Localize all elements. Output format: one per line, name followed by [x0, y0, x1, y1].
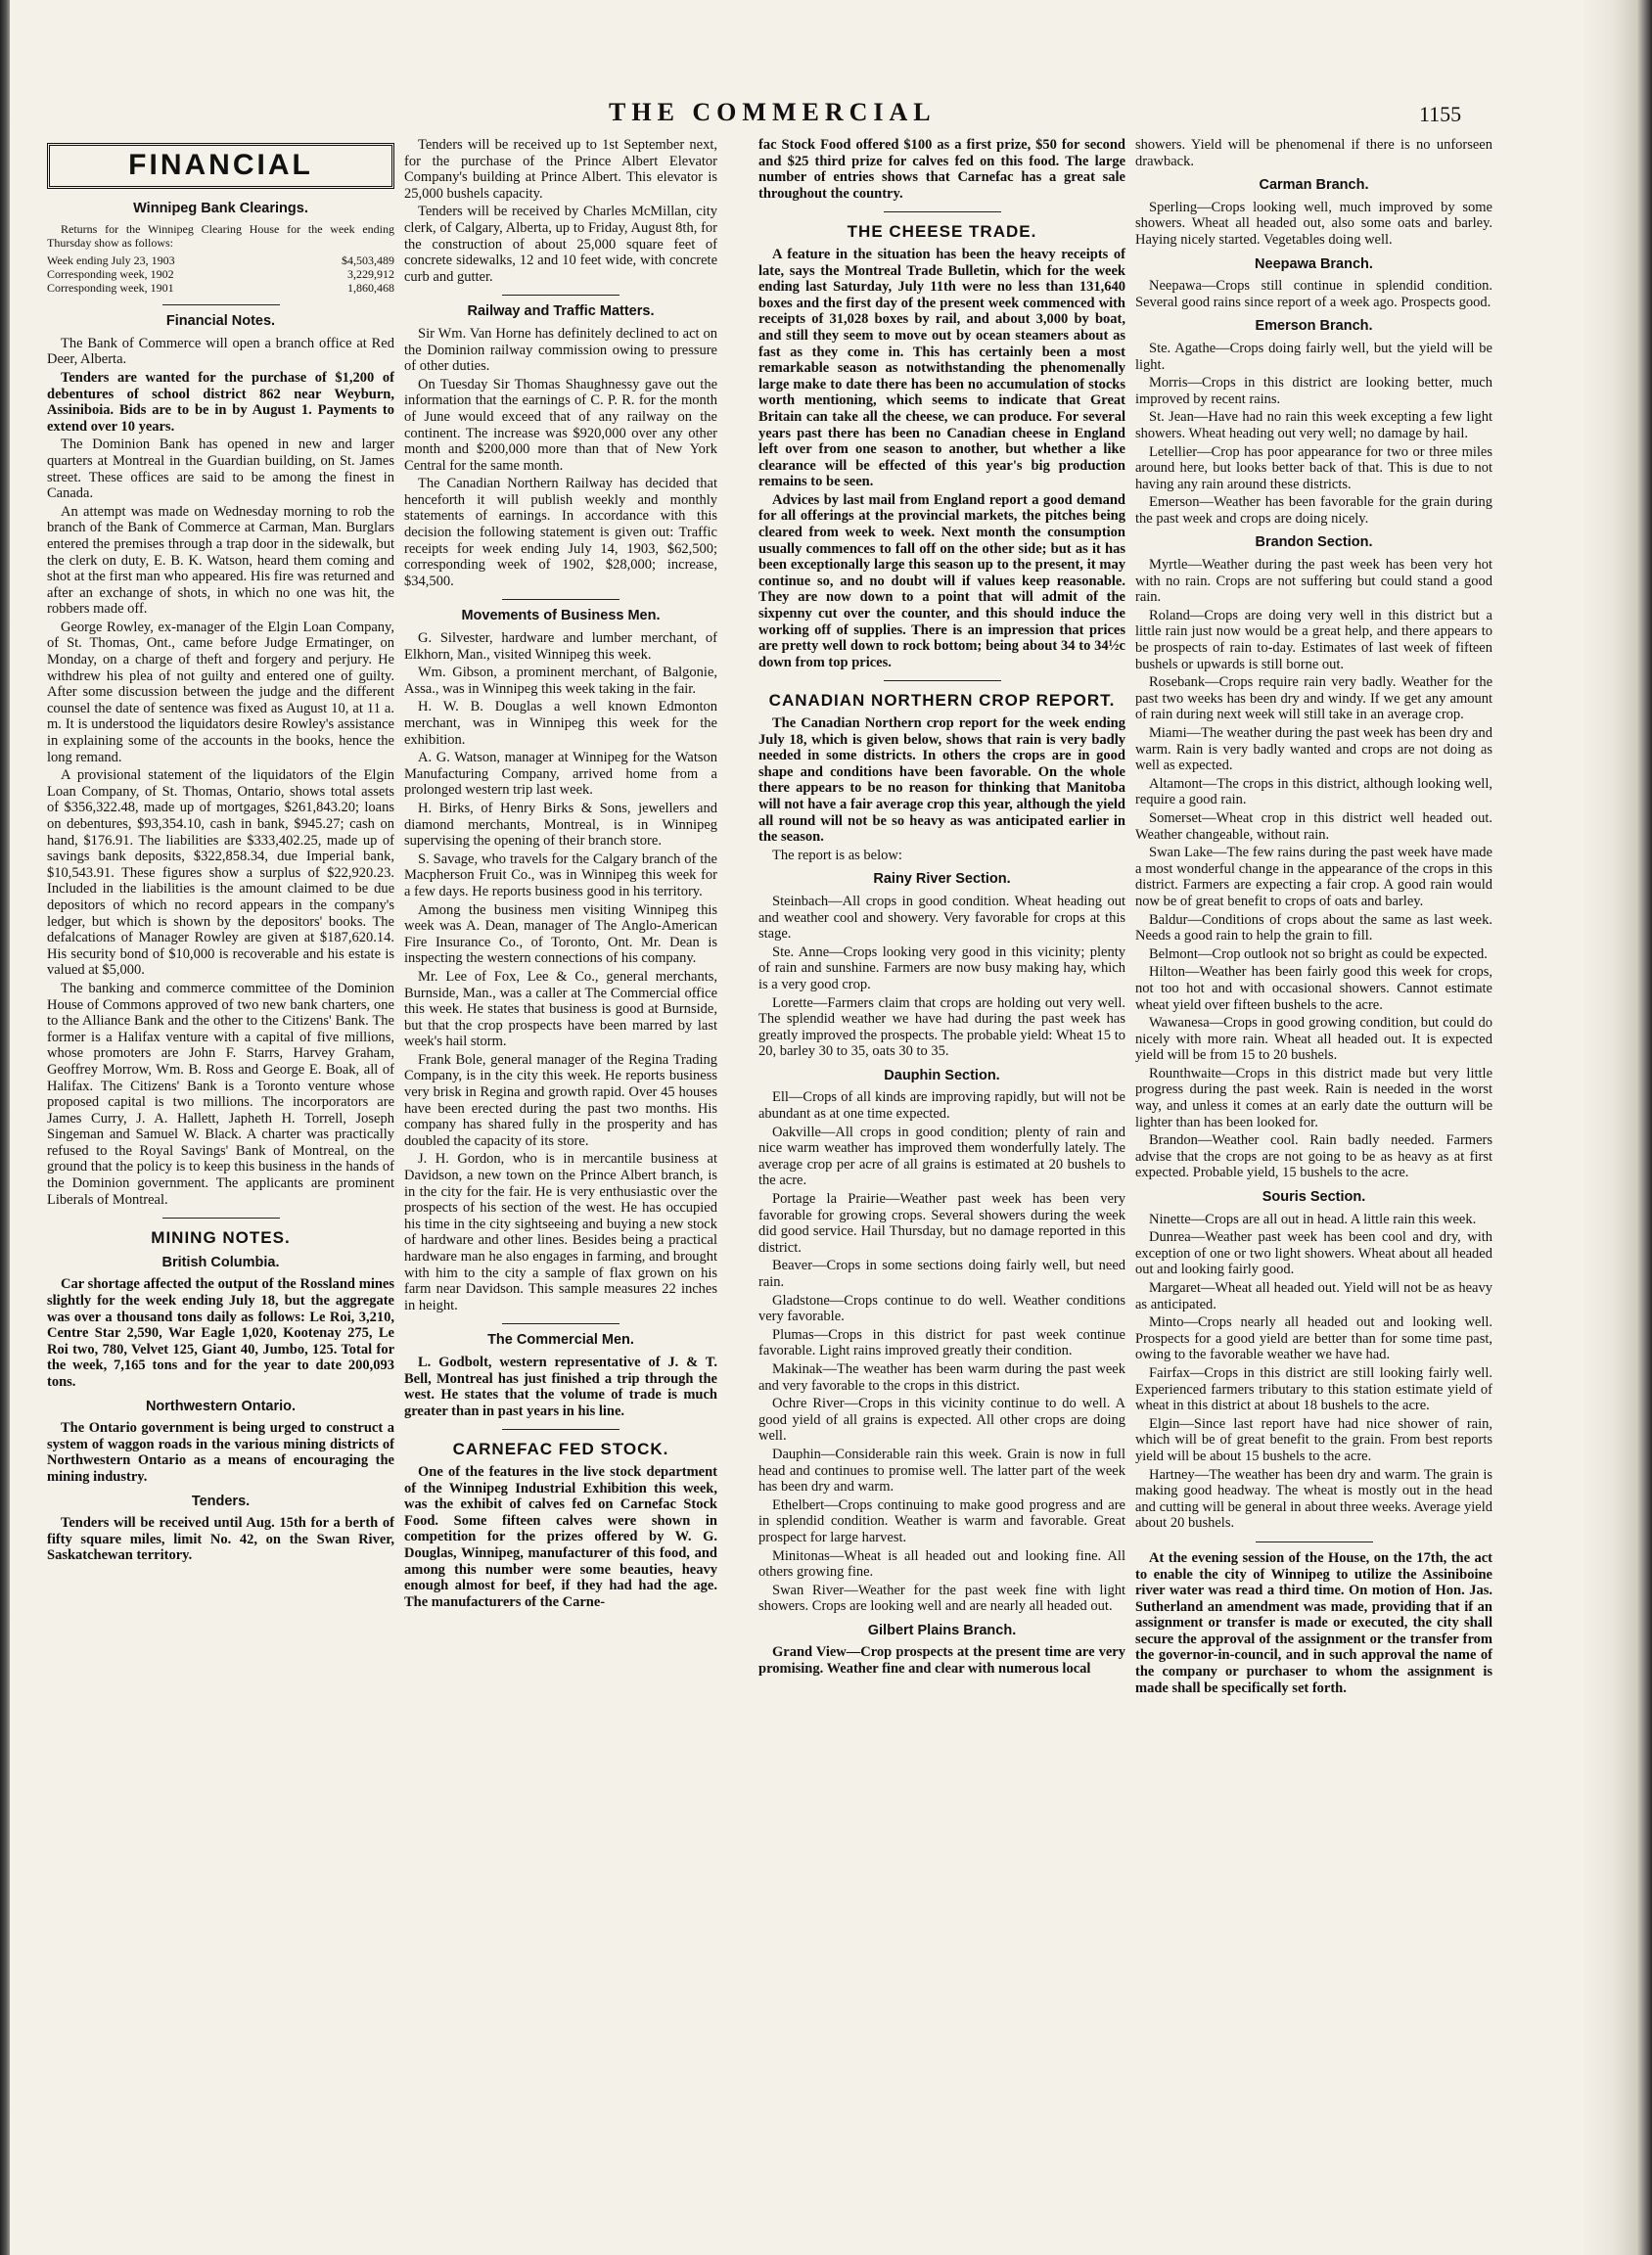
divider [884, 211, 1001, 212]
heading-gilbert-plains: Gilbert Plains Branch. [867, 1622, 1017, 1638]
heading-brandon: Brandon Section. [1255, 534, 1373, 551]
divider [162, 304, 280, 305]
paragraph: Hilton—Weather has been fairly good this week for crops, not too hot and with occasional showers. Cannot estimate wheat yield over fifteen bushels to the acre. [1135, 964, 1492, 1013]
paragraph: Swan Lake—The few rains during the past week have made a most wonderful change in the appearance of the crops in this district. Farmers are expecting a fair crop. A good rain would now be of great benefit to crops of oats and barley. [1135, 845, 1492, 909]
paragraph: Grand View—Crop prospects at the present time are very promising. Weather fine and clear with numerous local [758, 1644, 1125, 1678]
paragraph: H. W. B. Douglas a well known Edmonton merchant, was in Winnipeg this week for the exhibition. [404, 699, 717, 748]
paragraph: Baldur—Conditions of crops about the same as last week. Needs a good rain to help the grain to fill. [1135, 911, 1492, 944]
paragraph: Among the business men visiting Winnipeg this week was A. Dean, manager of The Anglo-American Fire Insurance Co., of Toronto, Ont. Mr. Dean is inspecting the western connections of his company. [404, 901, 717, 967]
heading-northwestern-ontario: Northwestern Ontario. [145, 1398, 297, 1414]
heading-movements-business-men: Movements of Business Men. [461, 608, 661, 624]
paragraph: J. H. Gordon, who is in mercantile business at Davidson, a new town on the Prince Albert branch, is in the city for the fair. He is very enthusiastic over the prospects of his section of the west. He has occupied his time in the city sightseeing and buying a new stock of hardware and other lines. Besides being a practical hardware man he also engages in farming, and brought with him to the city a sample of flax grown on his farm near Davidson. This sample measures 22 inches in height. [404, 1151, 717, 1313]
paragraph: Margaret—Wheat all headed out. Yield will not be as heavy as anticipated. [1135, 1280, 1492, 1312]
heading-carman: Carman Branch. [1259, 177, 1369, 194]
paragraph: Tenders are wanted for the purchase of $1,200 of debentures of school district 862 near Weyburn, Assiniboia. Bids are to be in by August 1. Payments to extend over 10 years. [47, 369, 394, 435]
bank-intro: Returns for the Winnipeg Clearing House for the week ending Thursday show as follows: [47, 222, 394, 251]
paragraph: Hartney—The weather has been dry and warm. The grain is making good headway. The wheat is mostly out in the head and cutting will be general in about three weeks. Average yield about 20 bushels. [1135, 1466, 1492, 1532]
paragraph: Portage la Prairie—Weather past week has been very favorable for growing crops. Several showers during the week did good service. Hail Thursday, but no damage reported in this district. [758, 1191, 1125, 1256]
clearings-row: Corresponding week, 1902 3,229,912 [47, 267, 394, 282]
heading-mining-notes: MINING NOTES. [151, 1228, 291, 1248]
paragraph: Brandon—Weather cool. Rain badly needed. Farmers advise that the crops are not going to be as heavy as at first expected. Probable yield, 15 bushels to the acre. [1135, 1132, 1492, 1181]
heading-british-columbia: British Columbia. [161, 1254, 280, 1270]
paragraph: Rounthwaite—Crops in this district made but very little progress during the past week. Rain is needed in the worst way, and unless it comes at an early date the outturn will be lighter than has been looked for. [1135, 1065, 1492, 1130]
paragraph: At the evening session of the House, on the 17th, the act to enable the city of Winnipeg to utilize the Assiniboine river water was read a third time. On motion of Hon. Jas. Sutherland an amendment was made, providing that if an assignment or transfer is made or executed, the city shall secure the approval of the assignment or the transfer from the governor-in-council, and in such approval the name of the company or purchaser to whom the assignment is made shall be specifically set forth. [1135, 1549, 1492, 1696]
paragraph: Lorette—Farmers claim that crops are holding out very well. The splendid weather we have had during the past week has greatly improved the prospects. The probable yield: Wheat 15 to 20, barley 30 to 35, oats 30 to 35. [758, 994, 1125, 1060]
paragraph: L. Godbolt, western representative of J. & T. Bell, Montreal has just finished a trip through the west. He states that the volume of trade is much greater than in past years in his line. [404, 1354, 717, 1419]
heading-neepawa: Neepawa Branch. [1255, 255, 1373, 272]
paragraph: On Tuesday Sir Thomas Shaughnessy gave out the information that the earnings of C. P. R. for the month of June would exceed that of any railway on the continent. The increase was $920,000 over any other month and $200,000 more than that of New York Central for the same month. [404, 376, 717, 474]
paragraph: Tenders will be received up to 1st September next, for the purchase of the Prince Albert Elevator Company's building at Prince Albert. This elevator is 25,000 bushels capacity. [404, 137, 717, 202]
paragraph: Neepawa—Crops still continue in splendid condition. Several good rains since report of a week ago. Prospects good. [1135, 278, 1492, 310]
page-number: 1155 [1419, 102, 1462, 126]
paragraph: Minitonas—Wheat is all headed out and looking fine. All others growing fine. [758, 1547, 1125, 1581]
paragraph: S. Savage, who travels for the Calgary branch of the Macpherson Fruit Co., was in Winnipeg this week for a few days. He reports business good in his territory. [404, 851, 717, 899]
paragraph: fac Stock Food offered $100 as a first prize, $50 for second and $25 third prize for calves fed on this food. The large number of entries shows that Carnefac has a great sale throughout the country. [758, 137, 1125, 202]
masthead [10, 98, 1583, 137]
clearings-row: Week ending July 23, 1903 $4,503,489 [47, 253, 394, 268]
paragraph: An attempt was made on Wednesday morning to rob the branch of the Bank of Commerce at Carman, Man. Burglars entered the premises through a trap door in the sidewalk, but the clerk on duty, E. B. K. Watson, heard them coming and shot at the first man who appeared. His fire was returned and after an exchange of shots, in which no one was hit, the robbers made off. [47, 503, 394, 618]
clearings-table [47, 253, 394, 295]
paragraph: Advices by last mail from England report a good demand for all offerings at the provincial markets, the pitches being cleared from week to week. Next month the consumption usually commences to fall off on the other side; but as it has been exceptionally large this season up to the present, it may continue so, and no doubt will if values keep reasonable. They are now down to a point that will admit of the sixpenny cut over the counter, and this should induce the working off of supplies. There is an impression that prices are pretty well down to rock bottom; being about 34 to 34½c down from top prices. [758, 491, 1125, 670]
paragraph: The banking and commerce committee of the Dominion House of Commons approved of two new bank charters, one to the Alliance Bank and the other to the Citizens' Bank. The former is a Halifax venture with a capital of five millions, whose promoters are John F. Starrs, Harvey Graham, Geoffrey Morrow, Wm. B. Ross and George E. Boak, all of Halifax. The Citizens' Bank is a Toronto venture whose proposed capital is two millions. The incorporators are James Curry, J. A. Hallett, Japheth H. Torrell, Joseph Singeman and Samuel W. Black. A charter was practically refused to the Royal Savings' Bank of Montreal, on the ground that the policy is to keep this business in the hands of the Dominion government. The applicants are prominent Liberals of Montreal. [47, 980, 394, 1208]
paragraph: G. Silvester, hardware and lumber merchant, of Elkhorn, Man., visited Winnipeg this week. [404, 630, 717, 663]
heading-rainy-river: Rainy River Section. [873, 871, 1011, 888]
paragraph: Ochre River—Crops in this vicinity continue to do well. A good yield of all grains is expected. All other crops are doing well. [758, 1396, 1125, 1445]
heading-cheese-trade: THE CHEESE TRADE. [847, 222, 1037, 242]
paragraph: Emerson—Weather has been favorable for the grain during the past week and crops are doing nicely. [1135, 494, 1492, 527]
column-2 [404, 137, 717, 1612]
paragraph: Rosebank—Crops require rain very badly. Weather for the past two weeks has been dry and windy. If we get any amount of rain during next week will still take in an average crop. [1135, 674, 1492, 723]
heading-tenders: Tenders. [191, 1493, 251, 1509]
paragraph: Sir Wm. Van Horne has definitely declined to act on the Dominion railway commission owing to pressure of other duties. [404, 325, 717, 375]
book-gutter [1583, 0, 1652, 2255]
paragraph: Dunrea—Weather past week has been cool and dry, with exception of one or two light showers. Wheat about all headed out and looking fairly good. [1135, 1229, 1492, 1278]
paragraph: A. G. Watson, manager at Winnipeg for the Watson Manufacturing Company, arrived home from a prolonged western trip last week. [404, 750, 717, 799]
heading-railway-traffic: Railway and Traffic Matters. [467, 303, 655, 320]
paragraph: Beaver—Crops in some sections doing fairly well, but need rain. [758, 1258, 1125, 1290]
paragraph: Ninette—Crops are all out in head. A little rain this week. [1149, 1211, 1477, 1227]
paragraph: A feature in the situation has been the heavy receipts of late, says the Montreal Trade Bulletin, which for the week ending last Saturday, July 11th were no less than 131,640 boxes and the first day of the present week commenced with receipts of 31,028 boxes by rail, and about 3,000 by boat, and still they seem to move out by ocean steamers about as fast as they come in. This has certainly been a most remarkable season as notwithstanding the phenomenally large make to date there has been no accumulation of stocks worth mentioning, which seems to indicate that Great Britain can take all the cheese, we can produce. For several years past there has been no Canadian cheese in England left over from one season to another, but whether a like clearance will be effected of this year's big production remains to be seen. [758, 246, 1125, 490]
column-3 [758, 137, 1125, 1680]
heading-souris: Souris Section. [1262, 1189, 1366, 1206]
paragraph: Ethelbert—Crops continuing to make good progress and are in splendid condition. Weather is warm and favorable. Great prospect for large harvest. [758, 1496, 1125, 1545]
paragraph: Tenders will be received by Charles McMillan, city clerk, of Calgary, Alberta, up to Friday, August 8th, for the construction of about 25,000 square feet of concrete sidewalks, 12 and 10 feet wide, with concrete curb and gutter. [404, 204, 717, 285]
divider [502, 295, 620, 296]
paragraph: St. Jean—Have had no rain this week excepting a few light showers. Wheat heading out very well; no damage by hail. [1135, 409, 1492, 441]
paragraph: Car shortage affected the output of the Rossland mines slightly for the week ending July 18, but the aggregate was over a thousand tons daily as follows: Le Roi, 3,210, Centre Star 2,590, War Eagle 1,020, Kootenay 275, Le Roi two, 780, Velvet 125, Giant 40, Jumbo, 125. Total for the week, 7,165 tons and for the year to date 200,093 tons. [47, 1276, 394, 1390]
newspaper-page [10, 0, 1583, 2255]
paragraph: Fairfax—Crops in this district are still looking fairly well. Experienced farmers tributary to this station estimate yield of wheat in this district at about 18 bushels to the acre. [1135, 1364, 1492, 1414]
paragraph: Ell—Crops of all kinds are improving rapidly, but will not be abundant as at one time expected. [758, 1089, 1125, 1123]
paragraph: Ste. Agathe—Crops doing fairly well, but the yield will be light. [1135, 340, 1492, 373]
paragraph: Steinbach—All crops in good condition. Wheat heading out and weather cool and showery. Very favorable for crops at this stage. [758, 893, 1125, 943]
paragraph: Gladstone—Crops continue to do well. Weather conditions very favorable. [758, 1292, 1125, 1325]
financial-banner: FINANCIAL [47, 143, 394, 189]
paragraph: Wm. Gibson, a prominent merchant, of Balgonie, Assa., was in Winnipeg this week taking in the fair. [404, 665, 717, 697]
paragraph: Minto—Crops nearly all headed out and looking well. Prospects for a good yield are better than for some time past, owing to the favorable weather we have had. [1135, 1314, 1492, 1363]
paragraph: Makinak—The weather has been warm during the past week and very favorable to the crops in this district. [758, 1360, 1125, 1394]
column-1 [47, 137, 394, 1566]
divider [162, 1218, 280, 1219]
paragraph: Myrtle—Weather during the past week has been very hot with no rain. Crops are not suffering but could stand a good rain. [1135, 557, 1492, 606]
heading-crop-report: CANADIAN NORTHERN CROP REPORT. [768, 691, 1116, 711]
paragraph: Morris—Crops in this district are looking better, much improved by recent rains. [1135, 375, 1492, 407]
paragraph: Mr. Lee of Fox, Lee & Co., general merchants, Burnside, Man., was a caller at The Commercial office this week. He states that business is good at Burnside, but that the crop prospects have been marred by last week's hail storm. [404, 968, 717, 1050]
paragraph: The report is as below: [772, 847, 902, 863]
paragraph: A provisional statement of the liquidators of the Elgin Loan Company, of St. Thomas, Ontario, shows total assets of $356,322.48, made up of mortgages, $261,843.20; loans on debentures, $93,354.10, cash in bank, $945.27; cash on hand, $176.91. The liabilities are $333,402.25, made up of savings bank deposits, $322,858.34, due Imperial bank, $10,543.91. These figures show a surplus of $22,920.23. Included in the liabilities is the amount claimed to be due depositors of which no record appears in the company's ledger, but which is shown by the depositors' books. The defalcations of Manager Rowley are given at $187,620.14. His security bond of $10,000 is recoverable and his estate is valued at $5,000. [47, 767, 394, 979]
paragraph: The Canadian Northern crop report for the week ending July 18, which is given below, shows that rain is very badly needed in some districts. In others the crops are in good shape and conditions have been favorable. On the whole there appears to be no reason for thinking that Manitoba will not have a fair average crop this year, although the yield all round will not be so heavy as was anticipated earlier in the season. [758, 715, 1125, 846]
paragraph: George Rowley, ex-manager of the Elgin Loan Company, of St. Thomas, Ont., came before Judge Ermatinger, on Monday, on a charge of theft and forgery and perjury. He withdrew his plea of not guilty and entered one of guilty. After some discussion between the judge and the different counsel the date of sentence was fixed as August 10, at 11 a. m. It is understood the liquidators desire Rowley's assistance in explaining some of the accounts in the books, hence the long remand. [47, 619, 394, 765]
paragraph: One of the features in the live stock department of the Winnipeg Industrial Exhibition this week, was the exhibit of calves fed on Carnefac Stock Food. Some fifteen calves were shown in competition for the prizes offered by W. G. Douglas, Winnipeg, manufacturer of this food, and among this number were some beauties, heavy enough almost for beef, if they had had the age. The manufacturers of the Carne- [404, 1463, 717, 1610]
paragraph: Letellier—Crop has poor appearance for two or three miles around here, but looks better back of that. This is due to not having any rain around these districts. [1135, 443, 1492, 492]
heading-commercial-men: The Commercial Men. [487, 1332, 634, 1349]
paragraph: H. Birks, of Henry Birks & Sons, jewellers and diamond merchants, Montreal, is in Winnipeg supervising the opening of their branch store. [404, 800, 717, 850]
column-4 [1135, 137, 1492, 1698]
paragraph: Dauphin—Considerable rain this week. Grain is now in full head and continues to promise well. The latter part of the week has been dry and warm. [758, 1446, 1125, 1496]
paragraph: Oakville—All crops in good condition; plenty of rain and nice warm weather has improved them wonderfully lately. The average crop per acre of all grains is estimated at 20 bushels to the acre. [758, 1124, 1125, 1189]
paragraph: Altamont—The crops in this district, although looking well, require a good rain. [1135, 775, 1492, 808]
paragraph: The Canadian Northern Railway has decided that henceforth it will publish weekly and monthly statements of earnings. In accordance with this decision the following statement is given out: Traffic receipts for week ending July 14, 1903, $62,500; corresponding week of 1902, $28,000; increase, $34,500. [404, 476, 717, 589]
paragraph: Tenders will be received until Aug. 15th for a berth of fifty square miles, limit No. 42, on the Swan River, Saskatchewan territory. [47, 1515, 394, 1564]
paragraph: showers. Yield will be phenomenal if there is no unforseen drawback. [1135, 137, 1492, 169]
divider [884, 680, 1001, 681]
paragraph: Roland—Crops are doing very well in this district but a little rain just now would be a great help, and there appears to be prospects of rain to-day. Estimates of last week of fifteen bushels or upwards is still borne out. [1135, 607, 1492, 672]
divider [502, 1323, 620, 1324]
paragraph: The Ontario government is being urged to construct a system of waggon roads in the various mining districts of Northwestern Ontario as a means of encouraging the mining industry. [47, 1420, 394, 1485]
heading-dauphin: Dauphin Section. [884, 1067, 1000, 1083]
paragraph: Frank Bole, general manager of the Regina Trading Company, is in the city this week. He reports business very brisk in Regina and growth rapid. Over 45 houses have been erected during the past two months. His company has shared fully in the prosperity and has doubled the capacity of its store. [404, 1051, 717, 1149]
paragraph: Miami—The weather during the past week has been dry and warm. Rain is very badly wanted and crops are not doing as well as expected. [1135, 725, 1492, 774]
heading-emerson: Emerson Branch. [1255, 318, 1373, 335]
heading-financial-notes: Financial Notes. [165, 313, 276, 330]
paragraph: The Dominion Bank has opened in new and larger quarters at Montreal in the Guardian building, on St. James street. These offices are said to be among the finest in Canada. [47, 437, 394, 502]
divider [502, 1429, 620, 1430]
paragraph: Elgin—Since last report have had nice shower of rain, which will be of great benefit to the grain. From best reports yield will be about 15 bushels to the acre. [1135, 1415, 1492, 1464]
paragraph: Swan River—Weather for the past week fine with light showers. Crops are looking well and are nearly all headed out. [758, 1582, 1125, 1615]
heading-bank-clearings: Winnipeg Bank Clearings. [133, 200, 308, 216]
paragraph: The Bank of Commerce will open a branch office at Red Deer, Alberta. [47, 335, 394, 368]
paragraph: Plumas—Crops in this district for past week continue favorable. Light rains improved greatly their condition. [758, 1326, 1125, 1359]
divider [502, 599, 620, 600]
paragraph: Wawanesa—Crops in good growing condition, but could do nicely with more rain. Wheat all headed out. It is expected yield will be from 15 to 20 bushels. [1135, 1015, 1492, 1064]
paragraph: Sperling—Crops looking well, much improved by some showers. Wheat all headed out, also some oats and barley. Haying nicely started. Vegetables doing well. [1135, 199, 1492, 248]
paragraph: Ste. Anne—Crops looking very good in this vicinity; plenty of rain and sunshine. Farmers are now busy making hay, which is a very good crop. [758, 943, 1125, 992]
paragraph: Belmont—Crop outlook not so bright as could be expected. [1149, 945, 1488, 962]
heading-carnefac: CARNEFAC FED STOCK. [452, 1440, 669, 1459]
paper-title: THE COMMERCIAL [609, 98, 937, 126]
clearings-row: Corresponding week, 1901 1,860,468 [47, 281, 394, 296]
paragraph: Somerset—Wheat crop in this district well headed out. Weather changeable, without rain. [1135, 809, 1492, 843]
